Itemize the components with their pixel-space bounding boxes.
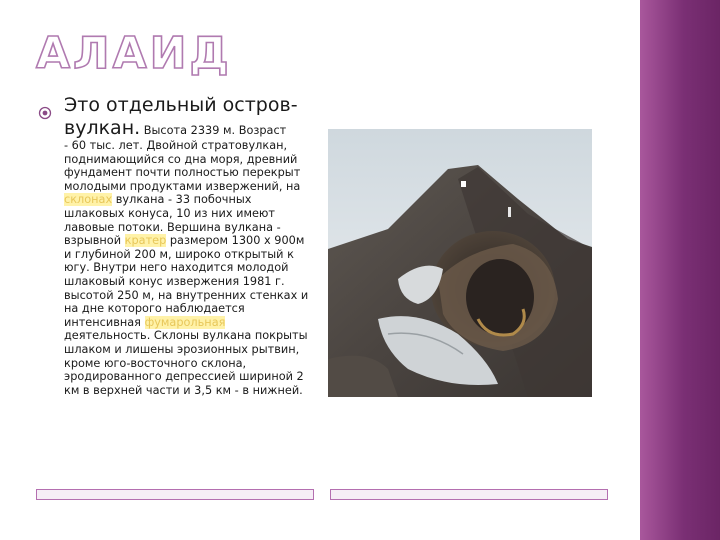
footer-bar-left	[36, 489, 314, 500]
slide-title: АЛАИД	[36, 28, 232, 79]
slide-body	[64, 94, 312, 397]
volcano-photo	[328, 129, 592, 397]
link-fumarole[interactable]: фумарольная	[144, 315, 226, 329]
body-paragraph	[64, 139, 312, 397]
lead-line-1: Это отдельный остров-	[64, 94, 298, 116]
decorative-side-band	[640, 0, 720, 540]
body-text-2: вулкана - 33 побочных шлаковых конуса, 10 из них имеют лавовые потоки. Вершина вулкана - взрывной	[64, 193, 281, 248]
target-bullet-icon	[38, 106, 52, 120]
volcano-image	[328, 129, 592, 397]
lead-line-2	[64, 117, 312, 139]
body-text-4: деятельность. Склоны вулкана покрыты шлаком и лишены эрозионных рытвин, кроме юго-восточного склона, эродированного депрессией шириной 2 км в верхней части и 3,5 км - в нижней.	[64, 329, 308, 397]
lead-word: вулкан.	[64, 117, 141, 139]
link-crater[interactable]: кратер	[124, 234, 167, 248]
footer-bar-right	[330, 489, 608, 500]
body-text-1: - 60 тыс. лет. Двойной стратовулкан, поднимающийся со дна моря, древний фундамент почти полностью перекрыт молодыми продуктами извержений, на	[64, 139, 301, 193]
link-slopes[interactable]: склонах	[64, 193, 113, 207]
body-text-3: размером 1300 х 900м и глубиной 200 м, широко открытый к югу. Внутри него находится молодой шлаковый конус извержения 1981 г. высотой 250 м, на внутренних стенках и на дне которого наблюдается интенсивная	[64, 234, 309, 329]
height-text: Высота 2339 м. Возраст	[140, 124, 287, 137]
